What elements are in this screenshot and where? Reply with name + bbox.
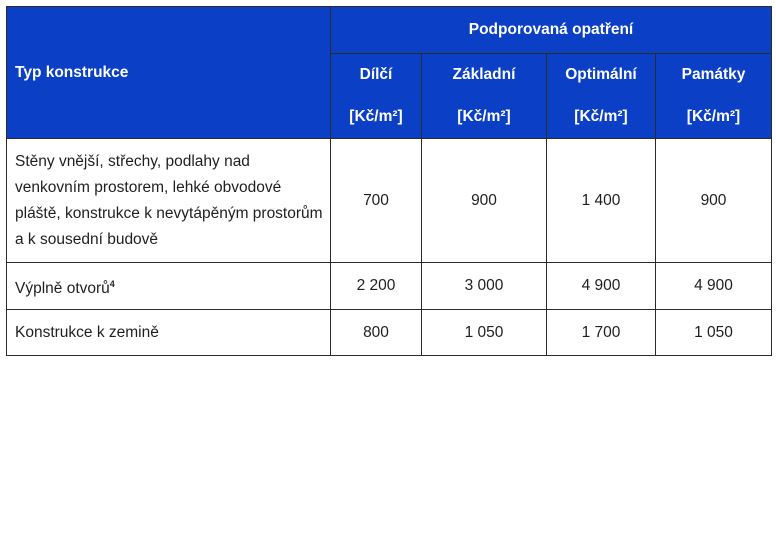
table-row <box>7 139 772 263</box>
header-col-pamatky <box>656 54 772 139</box>
row-label: Konstrukce k zemině <box>7 310 331 356</box>
header-col-name: Základní <box>452 66 516 83</box>
table-row <box>7 263 772 310</box>
footnote-marker: 4 <box>109 278 115 289</box>
value-cell: 1 050 <box>656 310 772 356</box>
header-col-unit: [Kč/m²] <box>686 108 741 125</box>
value-cell: 1 700 <box>547 310 656 356</box>
subsidy-rates-table <box>6 6 772 356</box>
value-cell: 4 900 <box>656 263 772 310</box>
value-cell: 900 <box>656 139 772 263</box>
value-cell: 4 900 <box>547 263 656 310</box>
header-col-name: Dílčí <box>359 66 393 83</box>
header-supported-measures: Podporovaná opatření <box>331 7 772 54</box>
header-col-optimalni <box>547 54 656 139</box>
row-label-cell <box>7 263 331 310</box>
value-cell: 900 <box>422 139 547 263</box>
header-col-unit: [Kč/m²] <box>457 108 511 125</box>
value-cell: 1 050 <box>422 310 547 356</box>
table-row <box>7 310 772 356</box>
header-col-dilci <box>331 54 422 139</box>
header-col-zakladni <box>422 54 547 139</box>
header-col-unit: [Kč/m²] <box>349 108 403 125</box>
value-cell: 700 <box>331 139 422 263</box>
header-col-unit: [Kč/m²] <box>574 108 628 125</box>
header-col-name: Památky <box>681 66 746 83</box>
row-label: Výplně otvorů <box>15 279 110 297</box>
row-label: Stěny vnější, střechy, podlahy nad venkovním prostorem, lehké obvodové pláště, konstrukce k nevytápěným prostorům a k sousední budově <box>7 139 331 263</box>
header-col-name: Optimální <box>565 66 637 83</box>
value-cell: 2 200 <box>331 263 422 310</box>
value-cell: 3 000 <box>422 263 547 310</box>
header-type-construction: Typ konstrukce <box>7 7 331 139</box>
value-cell: 1 400 <box>547 139 656 263</box>
value-cell: 800 <box>331 310 422 356</box>
